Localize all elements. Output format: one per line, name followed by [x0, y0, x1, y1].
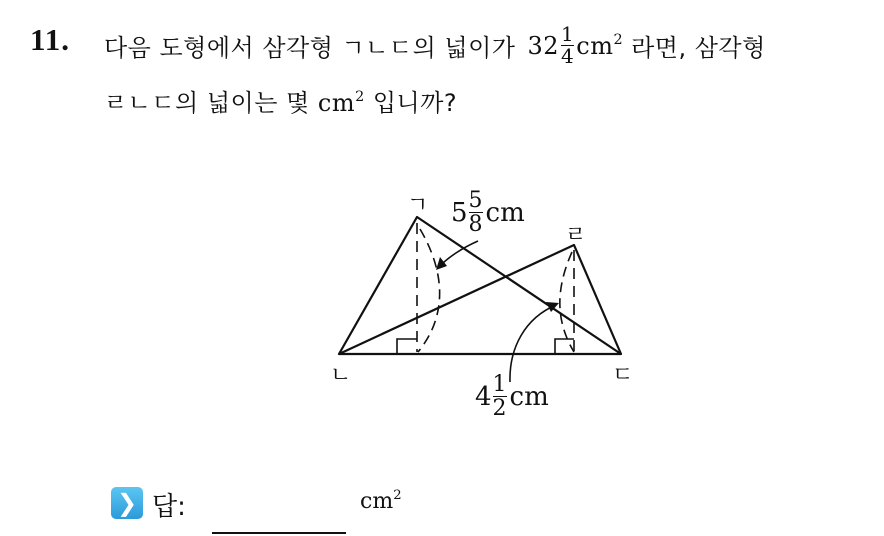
- chevron-right-icon: ❯: [111, 487, 143, 519]
- vertex-label-g: ㄱ: [407, 193, 429, 218]
- base-fraction: [493, 373, 507, 420]
- height-whole: 5: [451, 197, 468, 228]
- height-measure-label: [451, 189, 525, 236]
- base-pointer: [510, 305, 556, 382]
- height-numerator: 5: [468, 188, 483, 213]
- area-unit-exponent: 2: [613, 31, 624, 48]
- height-fraction: [469, 189, 483, 236]
- triangle-rnd: [339, 245, 621, 354]
- area-denominator: 4: [561, 44, 575, 68]
- arrowhead-g: [436, 257, 447, 270]
- height-brace-g: [418, 229, 440, 352]
- question-text-line2-suffix: 입니까?: [372, 89, 458, 117]
- answer-label: 답:: [152, 492, 186, 522]
- height-denominator: 8: [468, 212, 483, 238]
- area-unit: $cm^2$: [576, 31, 624, 60]
- vertex-label-d: ㄷ: [612, 363, 634, 388]
- question-number: 11.: [30, 22, 71, 57]
- question-text-suffix: 라면, 삼각형: [631, 34, 766, 62]
- base-unit: cm: [509, 381, 549, 412]
- question-text-prefix: 다음 도형에서 삼각형 ㄱㄴㄷ의 넓이가: [104, 34, 516, 62]
- answer-unit-exponent: 2: [393, 487, 402, 503]
- height-unit: cm: [485, 197, 525, 228]
- base-measure-label: [475, 373, 549, 420]
- right-angle-mark-g: [397, 339, 417, 354]
- vertex-label-r: ㄹ: [565, 223, 587, 248]
- vertex-label-n: ㄴ: [330, 363, 352, 388]
- answer-unit: $cm^2$: [360, 487, 402, 514]
- question-text-line2-prefix: ㄹㄴㄷ의 넓이는 몇: [104, 89, 310, 117]
- base-numerator: 1: [492, 372, 507, 397]
- base-whole: 4: [475, 381, 492, 412]
- line2-unit-exponent: 2: [355, 88, 365, 105]
- area-numerator: 1: [561, 22, 575, 46]
- area-whole: 32: [527, 31, 560, 60]
- line2-unit: $cm^2$: [317, 88, 365, 117]
- base-denominator: 2: [492, 396, 507, 422]
- answer-input[interactable]: [212, 492, 346, 534]
- height-brace-r: [560, 252, 574, 352]
